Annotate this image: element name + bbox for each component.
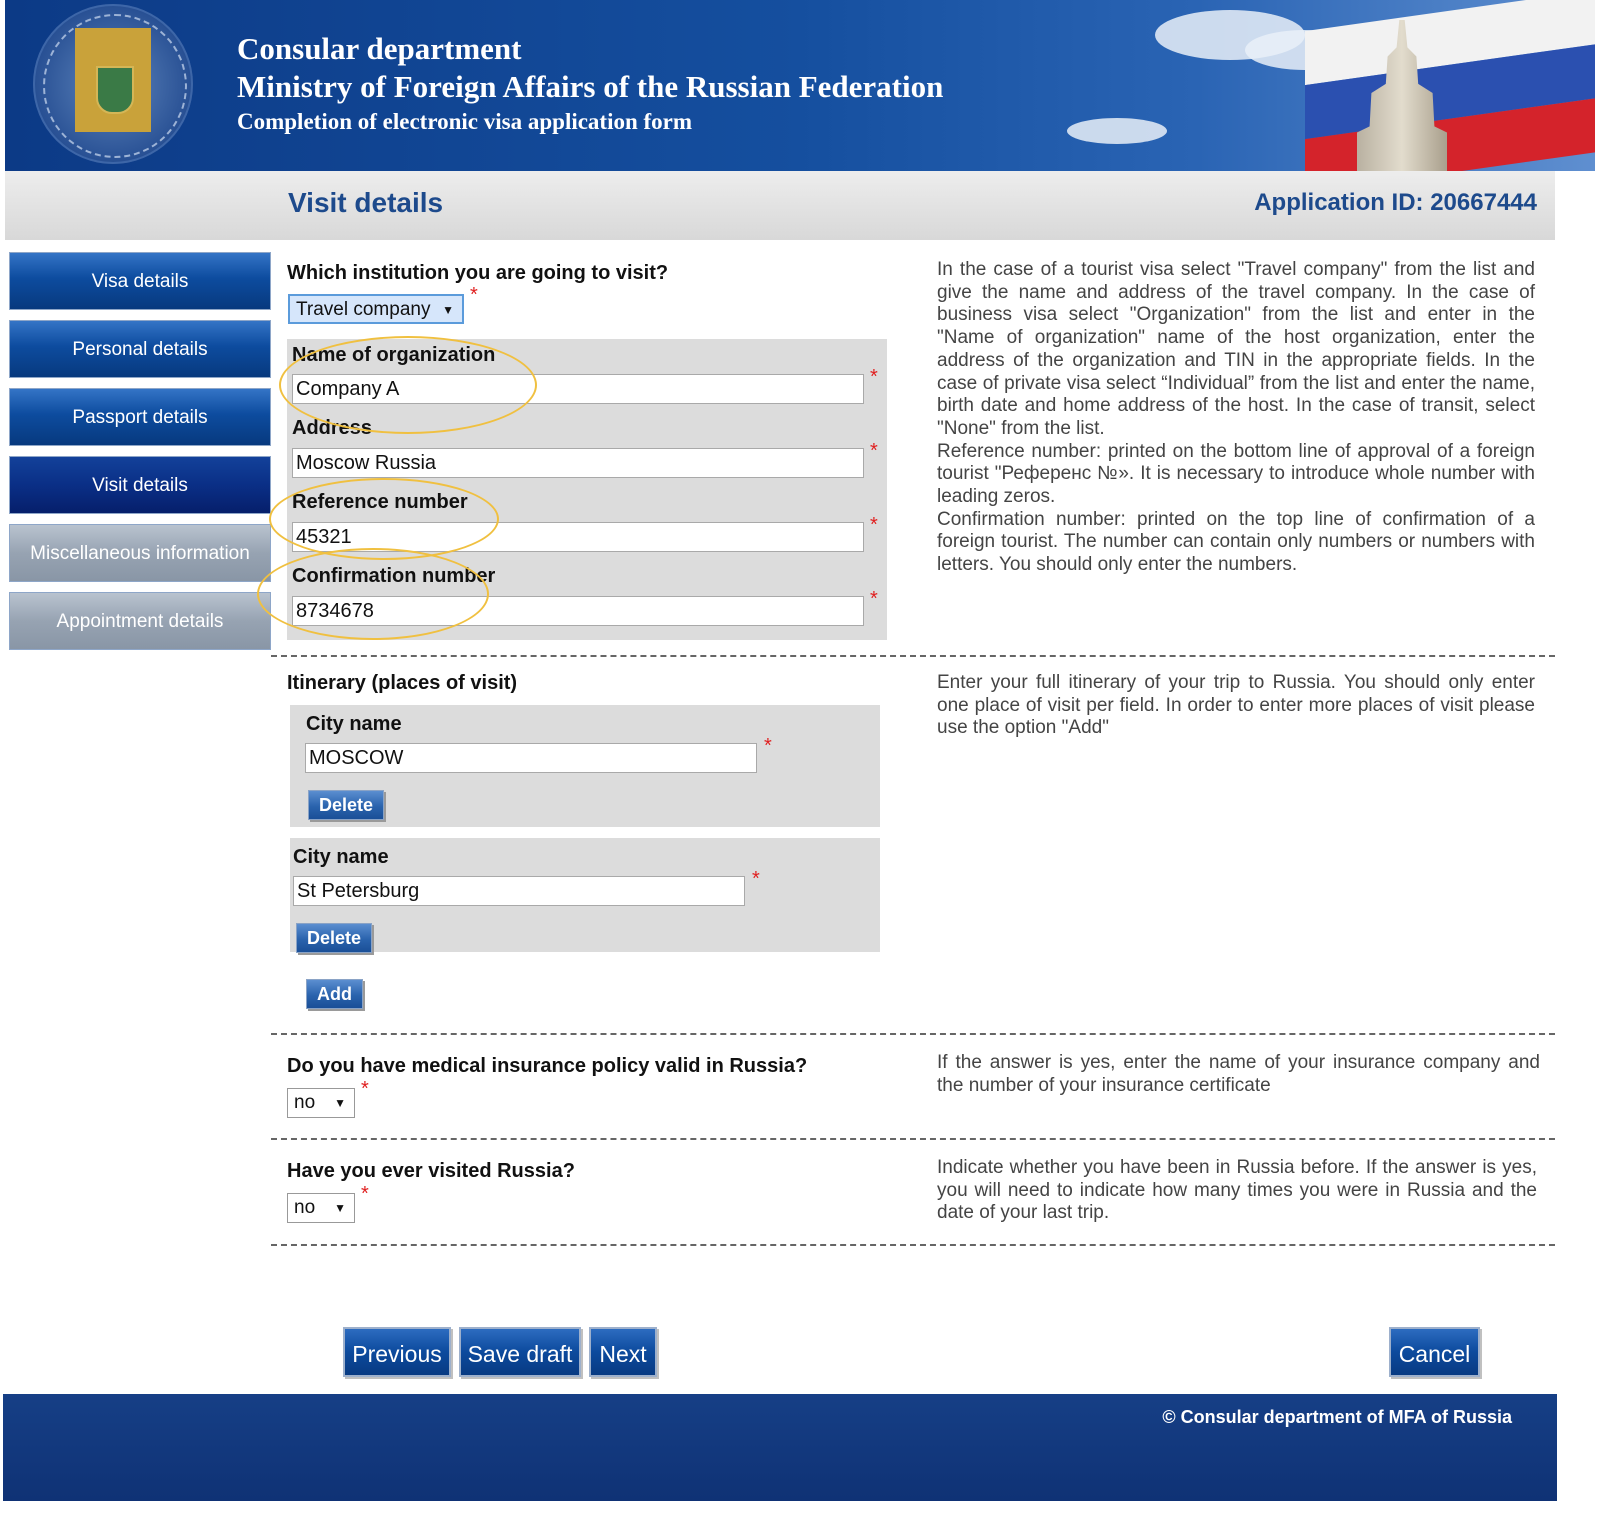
- sidebar-item-miscellaneous-information[interactable]: Miscellaneous information: [9, 524, 271, 582]
- application-id: Application ID: 20667444: [1254, 189, 1537, 216]
- insurance-question: Do you have medical insurance policy valid in Russia?: [287, 1055, 808, 1077]
- cloud-decoration: [1067, 118, 1167, 144]
- required-marker: *: [752, 868, 760, 890]
- header-line-1: Consular department: [237, 31, 522, 66]
- section-divider: [271, 1138, 1555, 1140]
- sidebar-item-personal-details[interactable]: Personal details: [9, 320, 271, 378]
- consular-emblem-logo: [33, 4, 193, 164]
- itinerary-heading: Itinerary (places of visit): [287, 672, 518, 694]
- delete-city-button-1[interactable]: Delete: [308, 790, 384, 820]
- sidebar-nav: [9, 252, 271, 660]
- itinerary-help-text: Enter your full itinerary of your trip to Russia. You should only enter one place of visit per field. In order to enter more places of visit please use the option "Add": [937, 672, 1535, 739]
- required-marker: *: [764, 735, 772, 757]
- section-divider: [271, 655, 1555, 657]
- required-marker: *: [870, 366, 878, 388]
- organization-name-field[interactable]: Company A: [292, 374, 864, 404]
- city-name-label: City name: [306, 713, 402, 735]
- institution-help-text: [937, 259, 1535, 577]
- header-title-block: [237, 30, 943, 138]
- chevron-down-icon: ▼: [334, 1096, 346, 1110]
- insurance-help-text: If the answer is yes, enter the name of your insurance company and the number of your insurance certificate: [937, 1052, 1540, 1096]
- required-marker: *: [870, 440, 878, 462]
- highlight-ellipse-confirmation: [257, 548, 489, 640]
- confirmation-number-field[interactable]: 8734678: [292, 596, 864, 626]
- institution-help-confirmation: Confirmation number: printed on the top line of confirmation of a foreign tourist. The number can contain only numbers or numbers with letters. You should only enter the numbers.: [937, 508, 1535, 576]
- add-city-button[interactable]: Add: [306, 979, 363, 1009]
- institution-help-reference: Reference number: printed on the bottom line of approval of a foreign tourist "Референс №». It is necessary to introduce whole number with leading zeros.: [937, 440, 1535, 508]
- organization-name-label: Name of organization: [292, 344, 496, 366]
- institution-help-main: In the case of a tourist visa select "Travel company" from the list and give the name and address of the travel company. In the case of business visa select "Organization" from the list and enter in the "Name of organization" name of the host organization, enter the address of the organization and TIN in the appropriate fields. In the case of private visa select “Individual” from the list and enter the name, birth date and home address of the host. In the case of transit, select "None" from the list.: [937, 259, 1535, 439]
- footer-copyright: © Consular department of MFA of Russia: [1162, 1407, 1512, 1427]
- delete-city-button-2[interactable]: Delete: [296, 923, 372, 953]
- page-title: Visit details: [288, 187, 444, 218]
- sidebar-item-visa-details[interactable]: Visa details: [9, 252, 271, 310]
- sidebar-item-appointment-details[interactable]: Appointment details: [9, 592, 271, 650]
- address-field[interactable]: Moscow Russia: [292, 448, 864, 478]
- visited-select[interactable]: [287, 1193, 355, 1223]
- title-bar: [5, 171, 1555, 240]
- insurance-select-value: no: [294, 1092, 316, 1113]
- city-name-field-1[interactable]: MOSCOW: [305, 743, 757, 773]
- institution-select-value: Travel company: [296, 299, 431, 320]
- required-marker: *: [470, 284, 478, 306]
- city-name-field-2[interactable]: St Petersburg: [293, 876, 745, 906]
- required-marker: *: [361, 1078, 369, 1100]
- shield-icon: [96, 66, 134, 114]
- sidebar-item-visit-details[interactable]: Visit details: [9, 456, 271, 514]
- cancel-button[interactable]: Cancel: [1389, 1327, 1480, 1377]
- required-marker: *: [361, 1183, 369, 1205]
- russian-flag-image: [1305, 0, 1595, 171]
- required-marker: *: [870, 514, 878, 536]
- institution-question: Which institution you are going to visit?: [287, 262, 669, 284]
- insurance-select[interactable]: [287, 1088, 355, 1118]
- sidebar-item-passport-details[interactable]: Passport details: [9, 388, 271, 446]
- visited-select-value: no: [294, 1197, 316, 1218]
- next-button[interactable]: Next: [589, 1327, 657, 1377]
- header-banner: [5, 0, 1595, 171]
- reference-number-field[interactable]: 45321: [292, 522, 864, 552]
- header-line-3: Completion of electronic visa application form: [237, 109, 693, 134]
- chevron-down-icon: ▼: [442, 303, 454, 317]
- visited-question: Have you ever visited Russia?: [287, 1160, 575, 1182]
- section-divider: [271, 1033, 1555, 1035]
- visited-help-text: Indicate whether you have been in Russia before. If the answer is yes, you will need to indicate how many times you were in Russia and the date of your last trip.: [937, 1157, 1537, 1224]
- confirmation-number-label: Confirmation number: [292, 565, 496, 587]
- reference-number-label: Reference number: [292, 491, 468, 513]
- required-marker: *: [870, 588, 878, 610]
- highlight-ellipse-organization: [279, 336, 537, 434]
- previous-button[interactable]: Previous: [343, 1327, 451, 1377]
- institution-select[interactable]: [288, 294, 464, 324]
- save-draft-button[interactable]: Save draft: [459, 1327, 581, 1377]
- footer: [3, 1394, 1557, 1501]
- section-divider: [271, 1244, 1555, 1246]
- address-label: Address: [292, 417, 373, 439]
- city-name-label: City name: [293, 846, 389, 868]
- chevron-down-icon: ▼: [334, 1201, 346, 1215]
- header-line-2: Ministry of Foreign Affairs of the Russian Federation: [237, 69, 944, 104]
